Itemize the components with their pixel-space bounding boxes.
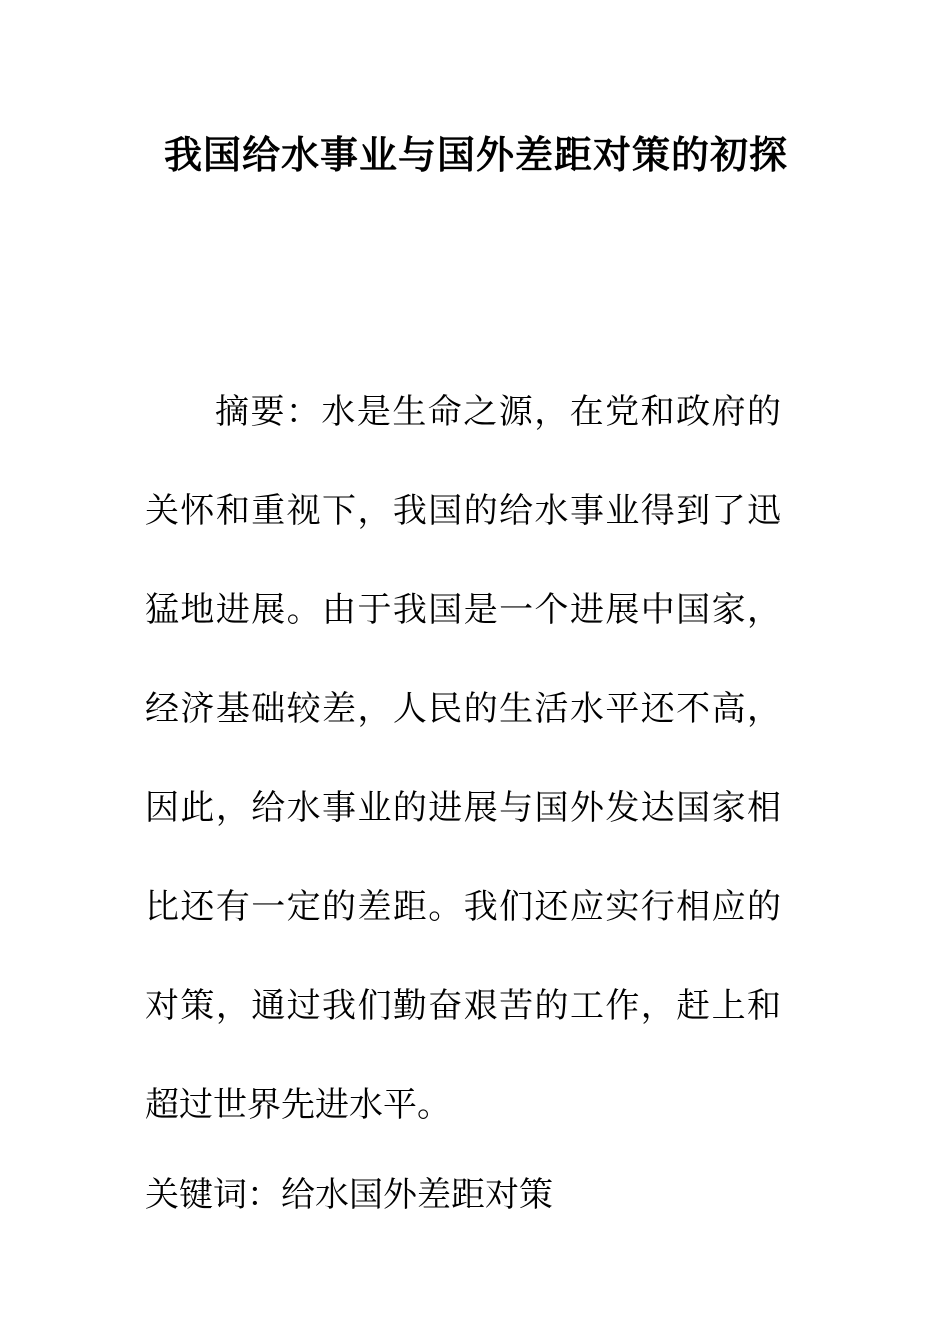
keywords-line: 关键词：给水国外差距对策 — [145, 1175, 553, 1215]
document-title: 我国给水事业与国外差距对策的初探 — [163, 132, 788, 177]
abstract-paragraph: 摘要：水是生命之源，在党和政府的关怀和重视下，我国的给水事业得到了迅猛地进展。由于我国是一个进展中国家，经济基础较差，人民的生活水平还不高，因此，给水事业的进展与国外发达国家相比还有一定的差距。我们还应实行相应的对策，通过我们勤奋艰苦的工作，赶上和超过世界先进水平。 — [145, 392, 781, 1125]
